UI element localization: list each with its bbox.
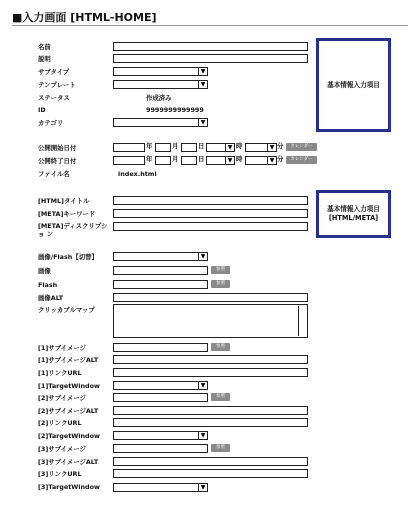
label-sub3-image: [3]サブイメージ bbox=[38, 445, 86, 453]
name-input[interactable] bbox=[113, 42, 308, 51]
meta-info-note-line1: 基本情報入力項目 bbox=[327, 205, 380, 213]
template-select[interactable] bbox=[113, 80, 208, 89]
link3-url-input[interactable] bbox=[113, 469, 308, 478]
subtype-select[interactable] bbox=[113, 67, 208, 76]
year-unit: 年 bbox=[146, 155, 153, 163]
label-image-flash: 画像/Flash【切替】 bbox=[38, 253, 98, 261]
label-image: 画像 bbox=[38, 267, 51, 275]
page-title: ■入力画面 [HTML-HOME] bbox=[12, 11, 157, 24]
label-name: 名前 bbox=[38, 43, 51, 51]
month-unit: 月 bbox=[172, 142, 179, 150]
image-input[interactable] bbox=[113, 266, 208, 275]
target2-select[interactable] bbox=[113, 431, 208, 440]
pub-start-day-input[interactable] bbox=[181, 143, 197, 152]
pub-start-minute-select[interactable] bbox=[245, 143, 277, 152]
label-sub1-image: [1]サブイメージ bbox=[38, 344, 86, 352]
label-description: 説明 bbox=[38, 55, 51, 63]
month-unit: 月 bbox=[172, 155, 179, 163]
pub-end-month-input[interactable] bbox=[155, 156, 171, 165]
minute-unit: 分 bbox=[277, 155, 284, 163]
label-html-title: [HTML]タイトル bbox=[38, 197, 90, 205]
status-value: 作成済み bbox=[146, 94, 172, 102]
sub1-alt-input[interactable] bbox=[113, 355, 308, 364]
meta-info-note-line2: [HTML/META] bbox=[328, 214, 379, 222]
category-select[interactable] bbox=[113, 118, 208, 127]
label-image-alt: 画像ALT bbox=[38, 294, 64, 302]
label-meta-keyword: [META]キーワード bbox=[38, 210, 96, 218]
sub2-browse-button[interactable]: 参照 bbox=[211, 393, 230, 401]
id-value: 9999999999999 bbox=[146, 106, 204, 114]
label-link2-url: [2]リンクURL bbox=[38, 419, 82, 427]
chevron-down-icon: ▼ bbox=[225, 144, 234, 151]
flash-input[interactable] bbox=[113, 280, 208, 289]
meta-keyword-input[interactable] bbox=[113, 209, 308, 218]
label-status: ステータス bbox=[38, 94, 70, 102]
label-sub3-alt: [3]サブイメージALT bbox=[38, 458, 99, 466]
label-id: ID bbox=[38, 106, 46, 114]
meta-info-note-text bbox=[327, 205, 380, 223]
pub-end-calendar-button[interactable]: カレンダー bbox=[286, 156, 317, 164]
chevron-down-icon: ▼ bbox=[198, 68, 207, 75]
link2-url-input[interactable] bbox=[113, 418, 308, 427]
label-sub2-image: [2]サブイメージ bbox=[38, 394, 86, 402]
label-target1: [1]TargetWindow bbox=[38, 382, 100, 390]
label-template: テンプレート bbox=[38, 81, 76, 89]
pub-end-year-input[interactable] bbox=[113, 156, 145, 165]
minute-unit: 分 bbox=[277, 142, 284, 150]
textarea-scrollbar[interactable] bbox=[298, 306, 305, 336]
label-target3: [3]TargetWindow bbox=[38, 483, 100, 491]
day-unit: 日 bbox=[198, 155, 205, 163]
target3-select[interactable] bbox=[113, 483, 208, 492]
chevron-down-icon: ▼ bbox=[198, 253, 207, 260]
sub1-browse-button[interactable]: 参照 bbox=[211, 343, 230, 351]
chevron-down-icon: ▼ bbox=[198, 382, 207, 389]
chevron-down-icon: ▼ bbox=[198, 81, 207, 88]
sub1-image-input[interactable] bbox=[113, 343, 208, 352]
link1-url-input[interactable] bbox=[113, 368, 308, 377]
label-pub-start: 公開開始日付 bbox=[38, 144, 77, 152]
label-sub1-alt: [1]サブイメージALT bbox=[38, 356, 99, 364]
meta-description-input[interactable] bbox=[113, 222, 308, 231]
clickable-map-textarea[interactable] bbox=[113, 304, 308, 338]
sub3-browse-button[interactable]: 参照 bbox=[211, 444, 230, 452]
hour-unit: 時 bbox=[236, 142, 243, 150]
sub3-alt-input[interactable] bbox=[113, 457, 308, 466]
pub-start-year-input[interactable] bbox=[113, 143, 145, 152]
meta-info-note bbox=[316, 190, 391, 238]
pub-end-hour-select[interactable] bbox=[206, 156, 235, 165]
chevron-down-icon: ▼ bbox=[225, 157, 234, 164]
chevron-down-icon: ▼ bbox=[198, 119, 207, 126]
image-alt-input[interactable] bbox=[113, 293, 308, 302]
flash-browse-button[interactable]: 参照 bbox=[211, 280, 230, 288]
basic-info-note bbox=[316, 38, 391, 132]
label-file-name: ファイル名 bbox=[38, 170, 70, 178]
sub2-alt-input[interactable] bbox=[113, 406, 308, 415]
target1-select[interactable] bbox=[113, 381, 208, 390]
sub3-image-input[interactable] bbox=[113, 444, 208, 453]
sub2-image-input[interactable] bbox=[113, 393, 208, 402]
title-divider bbox=[12, 25, 408, 26]
year-unit: 年 bbox=[146, 142, 153, 150]
pub-start-month-input[interactable] bbox=[155, 143, 171, 152]
label-pub-end: 公開終了日付 bbox=[38, 157, 77, 165]
image-flash-select[interactable] bbox=[113, 252, 208, 261]
pub-start-calendar-button[interactable]: カレンダー bbox=[286, 143, 317, 151]
basic-info-note-text: 基本情報入力項目 bbox=[327, 80, 380, 89]
day-unit: 日 bbox=[198, 142, 205, 150]
pub-start-hour-select[interactable] bbox=[206, 143, 235, 152]
label-subtype: サブタイプ bbox=[38, 68, 70, 76]
description-input[interactable] bbox=[113, 54, 308, 63]
html-title-input[interactable] bbox=[113, 196, 308, 205]
chevron-down-icon: ▼ bbox=[267, 144, 276, 151]
label-flash: Flash bbox=[38, 281, 58, 289]
label-clickable-map: クリッカブルマップ bbox=[38, 306, 95, 314]
pub-end-minute-select[interactable] bbox=[245, 156, 277, 165]
image-browse-button[interactable]: 参照 bbox=[211, 266, 230, 274]
pub-end-day-input[interactable] bbox=[181, 156, 197, 165]
chevron-down-icon: ▼ bbox=[198, 432, 207, 439]
chevron-down-icon: ▼ bbox=[267, 157, 276, 164]
label-sub2-alt: [2]サブイメージALT bbox=[38, 407, 99, 415]
label-link3-url: [3]リンクURL bbox=[38, 470, 82, 478]
label-meta-description: [META]ディスクリプショ ン bbox=[38, 222, 108, 238]
label-target2: [2]TargetWindow bbox=[38, 432, 100, 440]
chevron-down-icon: ▼ bbox=[198, 484, 207, 491]
label-category: カテゴリ bbox=[38, 119, 64, 127]
hour-unit: 時 bbox=[236, 155, 243, 163]
label-link1-url: [1]リンクURL bbox=[38, 369, 82, 377]
file-name-value: index.html bbox=[118, 170, 157, 178]
